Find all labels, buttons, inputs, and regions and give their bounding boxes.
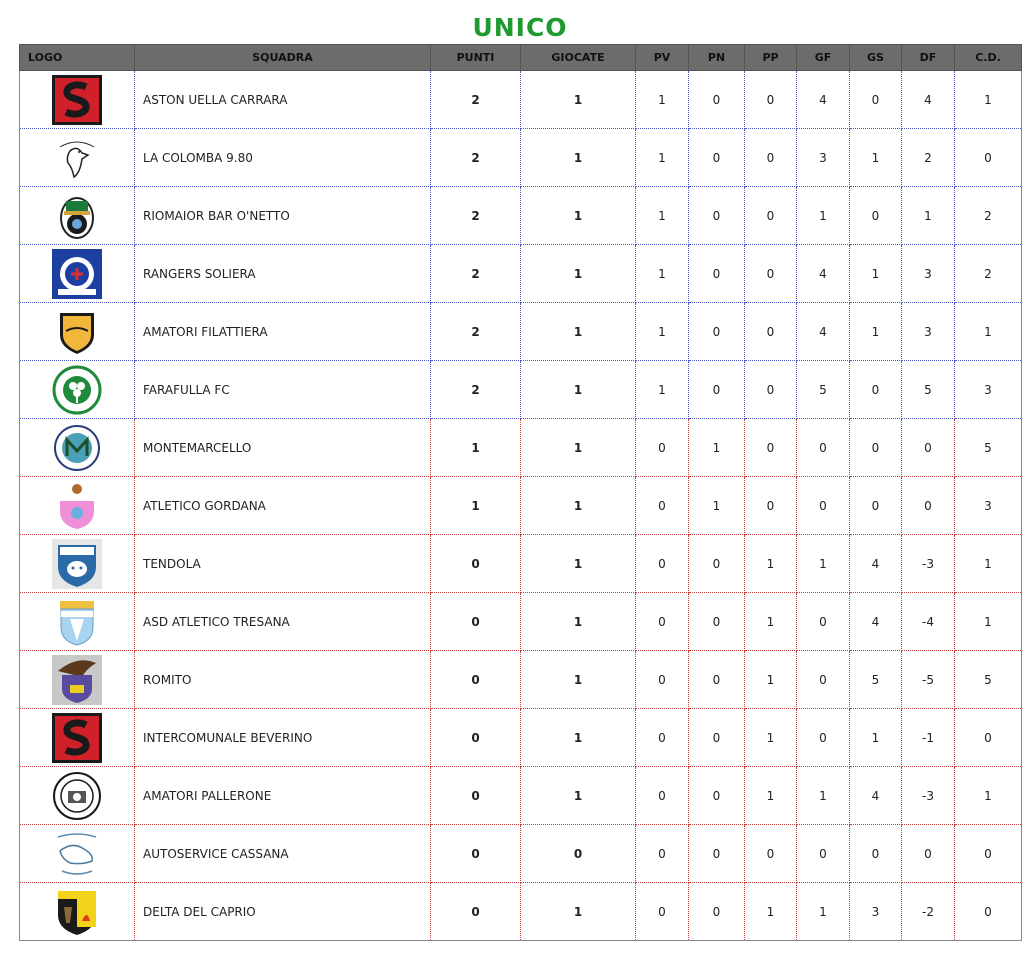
df-cell: 5 [902,361,955,419]
pp-cell: 0 [745,303,797,361]
logo-cell [20,129,135,187]
pp-cell: 0 [745,187,797,245]
col-header-giocate[interactable]: GIOCATE [521,45,636,71]
punti-cell: 1 [431,419,521,477]
team-name[interactable]: LA COLOMBA 9.80 [135,129,431,187]
round-seal-crest-icon[interactable] [52,771,102,821]
pv-cell: 0 [636,593,689,651]
col-header-squadra[interactable]: SQUADRA [135,45,431,71]
giocate-cell: 1 [521,883,636,941]
pink-shield-crest-icon[interactable] [52,481,102,531]
dove-crest-icon[interactable] [52,133,102,183]
pn-cell: 0 [689,129,745,187]
pv-cell: 1 [636,245,689,303]
cd-cell: 0 [955,129,1022,187]
giocate-cell: 1 [521,651,636,709]
df-cell: 4 [902,71,955,129]
punti-cell: 1 [431,477,521,535]
knight-crest-icon[interactable] [52,191,102,241]
pv-cell: 0 [636,477,689,535]
logo-cell [20,477,135,535]
table-row[interactable] [20,361,1022,419]
team-name[interactable]: AMATORI FILATTIERA [135,303,431,361]
df-cell: 0 [902,477,955,535]
pn-cell: 0 [689,767,745,825]
pp-cell: 1 [745,535,797,593]
pn-cell: 0 [689,303,745,361]
gs-cell: 4 [850,535,902,593]
gs-cell: 0 [850,825,902,883]
pv-cell: 0 [636,825,689,883]
table-row[interactable] [20,71,1022,129]
pn-cell: 0 [689,361,745,419]
pp-cell: 0 [745,129,797,187]
pv-cell: 1 [636,361,689,419]
pv-cell: 1 [636,303,689,361]
pn-cell: 0 [689,71,745,129]
yellow-shield-crest-icon[interactable] [52,307,102,357]
table-row[interactable] [20,883,1022,941]
page-title: UNICO [472,13,568,42]
table-row[interactable] [20,129,1022,187]
gf-cell: 5 [797,361,850,419]
pn-cell: 0 [689,187,745,245]
pn-cell: 0 [689,535,745,593]
table-row[interactable] [20,303,1022,361]
pn-cell: 0 [689,593,745,651]
gf-cell: 0 [797,825,850,883]
logo-cell [20,535,135,593]
df-cell: 1 [902,187,955,245]
red-s-crest-icon[interactable] [52,713,102,763]
pp-cell: 0 [745,245,797,303]
giocate-cell: 1 [521,709,636,767]
team-name[interactable]: TENDOLA [135,535,431,593]
team-name[interactable]: FARAFULLA FC [135,361,431,419]
pp-cell: 1 [745,767,797,825]
logo-cell [20,71,135,129]
col-header-df[interactable]: DF [902,45,955,71]
standings-body [20,71,1022,941]
gs-cell: 0 [850,187,902,245]
gf-cell: 1 [797,883,850,941]
team-name[interactable]: AMATORI PALLERONE [135,767,431,825]
giocate-cell: 1 [521,535,636,593]
cd-cell: 5 [955,651,1022,709]
df-cell: 3 [902,303,955,361]
df-cell: -1 [902,709,955,767]
df-cell: -3 [902,535,955,593]
logo-cell [20,651,135,709]
pv-cell: 1 [636,187,689,245]
gs-cell: 3 [850,883,902,941]
pp-cell: 1 [745,651,797,709]
gs-cell: 5 [850,651,902,709]
gf-cell: 4 [797,303,850,361]
logo-cell [20,245,135,303]
cd-cell: 1 [955,71,1022,129]
punti-cell: 0 [431,883,521,941]
punti-cell: 0 [431,825,521,883]
table-row[interactable] [20,245,1022,303]
pp-cell: 1 [745,709,797,767]
cd-cell: 0 [955,825,1022,883]
cd-cell: 1 [955,303,1022,361]
cd-cell: 0 [955,709,1022,767]
gs-cell: 1 [850,709,902,767]
pp-cell: 0 [745,825,797,883]
eagle-crest-icon[interactable] [52,655,102,705]
team-name[interactable]: AUTOSERVICE CASSANA [135,825,431,883]
logo-cell [20,187,135,245]
gs-cell: 1 [850,245,902,303]
pn-cell: 0 [689,651,745,709]
pp-cell: 0 [745,361,797,419]
team-name[interactable]: ASTON UELLA CARRARA [135,71,431,129]
pv-cell: 0 [636,767,689,825]
rangers-crest-icon[interactable] [52,249,102,299]
cd-cell: 1 [955,593,1022,651]
table-row[interactable] [20,593,1022,651]
sketch-crest-icon[interactable] [52,829,102,879]
df-cell: 2 [902,129,955,187]
gf-cell: 1 [797,187,850,245]
gf-cell: 0 [797,477,850,535]
giocate-cell: 1 [521,477,636,535]
df-cell: -5 [902,651,955,709]
team-name[interactable]: RANGERS SOLIERA [135,245,431,303]
gs-cell: 4 [850,593,902,651]
giocate-cell: 1 [521,71,636,129]
table-row[interactable] [20,419,1022,477]
table-row[interactable] [20,477,1022,535]
df-cell: 3 [902,245,955,303]
df-cell: -4 [902,593,955,651]
cd-cell: 1 [955,535,1022,593]
pp-cell: 0 [745,71,797,129]
pp-cell: 0 [745,419,797,477]
giocate-cell: 1 [521,303,636,361]
col-header-punti[interactable]: PUNTI [431,45,521,71]
punti-cell: 2 [431,71,521,129]
cd-cell: 2 [955,187,1022,245]
table-row[interactable] [20,709,1022,767]
standings-table [19,44,1022,941]
col-header-pv[interactable]: PV [636,45,689,71]
giocate-cell: 1 [521,129,636,187]
pv-cell: 0 [636,709,689,767]
punti-cell: 2 [431,187,521,245]
punti-cell: 2 [431,303,521,361]
pn-cell: 1 [689,477,745,535]
pp-cell: 1 [745,883,797,941]
cd-cell: 0 [955,883,1022,941]
light-blue-shield-crest-icon[interactable] [52,597,102,647]
gs-cell: 1 [850,303,902,361]
gf-cell: 4 [797,245,850,303]
logo-cell [20,593,135,651]
green-clover-crest-icon[interactable] [52,365,102,415]
gf-cell: 3 [797,129,850,187]
pp-cell: 1 [745,593,797,651]
gs-cell: 0 [850,419,902,477]
cd-cell: 1 [955,767,1022,825]
col-header-logo[interactable]: LOGO [20,45,135,71]
cd-cell: 3 [955,477,1022,535]
gf-cell: 1 [797,535,850,593]
pn-cell: 0 [689,883,745,941]
giocate-cell: 1 [521,767,636,825]
logo-cell [20,825,135,883]
giocate-cell: 1 [521,593,636,651]
pn-cell: 0 [689,245,745,303]
df-cell: -2 [902,883,955,941]
gs-cell: 0 [850,477,902,535]
pn-cell: 0 [689,709,745,767]
red-s-crest-icon[interactable] [52,75,102,125]
gs-cell: 4 [850,767,902,825]
gs-cell: 0 [850,71,902,129]
df-cell: 0 [902,419,955,477]
punti-cell: 2 [431,245,521,303]
cd-cell: 3 [955,361,1022,419]
pv-cell: 0 [636,651,689,709]
logo-cell [20,303,135,361]
giocate-cell: 1 [521,361,636,419]
team-name[interactable]: ATLETICO GORDANA [135,477,431,535]
pv-cell: 0 [636,419,689,477]
giocate-cell: 1 [521,419,636,477]
df-cell: 0 [902,825,955,883]
monogram-crest-icon[interactable] [52,423,102,473]
team-name[interactable]: MONTEMARCELLO [135,419,431,477]
gs-cell: 1 [850,129,902,187]
giocate-cell: 0 [521,825,636,883]
pv-cell: 0 [636,535,689,593]
gf-cell: 1 [797,767,850,825]
gf-cell: 4 [797,71,850,129]
punti-cell: 0 [431,593,521,651]
table-row[interactable] [20,767,1022,825]
punti-cell: 0 [431,651,521,709]
cd-cell: 2 [955,245,1022,303]
logo-cell [20,883,135,941]
punti-cell: 0 [431,709,521,767]
cd-cell: 5 [955,419,1022,477]
gf-cell: 0 [797,709,850,767]
giocate-cell: 1 [521,245,636,303]
pn-cell: 0 [689,825,745,883]
gf-cell: 0 [797,651,850,709]
team-name[interactable]: RIOMAIOR BAR O'NETTO [135,187,431,245]
col-header-pn[interactable]: PN [689,45,745,71]
punti-cell: 0 [431,535,521,593]
table-row[interactable] [20,825,1022,883]
logo-cell [20,709,135,767]
col-header-pp[interactable]: PP [745,45,797,71]
logo-cell [20,361,135,419]
team-name[interactable]: ASD ATLETICO TRESANA [135,593,431,651]
punti-cell: 0 [431,767,521,825]
boar-crest-icon[interactable] [52,539,102,589]
giocate-cell: 1 [521,187,636,245]
punti-cell: 2 [431,361,521,419]
col-header-gs[interactable]: GS [850,45,902,71]
pv-cell: 1 [636,129,689,187]
team-name[interactable]: DELTA DEL CAPRIO [135,883,431,941]
gf-cell: 0 [797,593,850,651]
table-row[interactable] [20,187,1022,245]
black-yellow-shield-crest-icon[interactable] [52,887,102,937]
table-row[interactable] [20,535,1022,593]
table-header-row [20,45,1022,71]
team-name[interactable]: INTERCOMUNALE BEVERINO [135,709,431,767]
pn-cell: 1 [689,419,745,477]
df-cell: -3 [902,767,955,825]
gs-cell: 0 [850,361,902,419]
table-row[interactable] [20,651,1022,709]
gf-cell: 0 [797,419,850,477]
logo-cell [20,767,135,825]
pv-cell: 0 [636,883,689,941]
col-header-cd[interactable]: C.D. [955,45,1022,71]
punti-cell: 2 [431,129,521,187]
logo-cell [20,419,135,477]
team-name[interactable]: ROMITO [135,651,431,709]
pp-cell: 0 [745,477,797,535]
col-header-gf[interactable]: GF [797,45,850,71]
pv-cell: 1 [636,71,689,129]
